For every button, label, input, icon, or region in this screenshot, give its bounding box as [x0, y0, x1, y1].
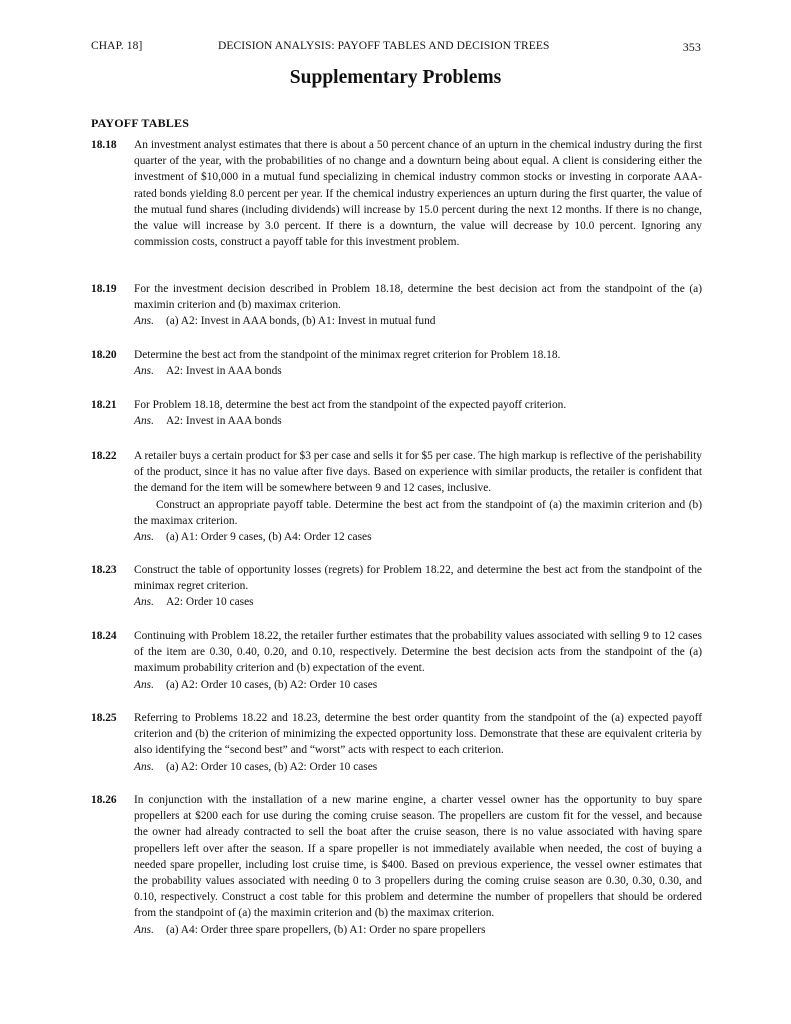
problem-number: 18.22: [91, 450, 117, 462]
answer-label: Ans.: [134, 760, 154, 773]
problem-18-20: [91, 347, 702, 379]
page-number: 353: [682, 40, 701, 54]
problem-18-25: [91, 710, 702, 775]
problem-number: 18.26: [91, 794, 117, 806]
answer-line: [134, 759, 702, 775]
problem-number: 18.18: [91, 139, 117, 151]
subsection-title: PAYOFF TABLES: [91, 116, 190, 130]
answer-text: (a) A4: Order three spare propellers, (b) A1: Order no spare propellers: [165, 923, 486, 936]
problem-text: For the investment decision described in Problem 18.18, determine the best decision act from the standpoint of the (a) maximin criterion and (b) maximax criterion.: [134, 283, 702, 312]
problem-text: For Problem 18.18, determine the best act from the standpoint of the expected payoff criterion.: [134, 399, 567, 411]
answer-text: (a) A2: Order 10 cases, (b) A2: Order 10 cases: [165, 760, 378, 773]
answer-text: A2: Order 10 cases: [165, 596, 254, 609]
problem-18-22: [91, 448, 702, 545]
problem-body: [134, 562, 702, 611]
answer-label: Ans.: [134, 596, 154, 609]
problem-text: Construct the table of opportunity losses (regrets) for Problem 18.22, and determine the best act from the standpoint of the minimax regret criterion.: [134, 564, 702, 593]
answer-label: Ans.: [134, 315, 154, 328]
problem-number: 18.20: [91, 349, 117, 361]
problem-text: Continuing with Problem 18.22, the retailer further estimates that the probability values associated with selling 9 to 12 cases of the item are 0.30, 0.40, 0.20, and 0.10, respectively. Determine the best decision acts from the standpoint of the (a) maximum probability criterion and (b) expectation of the event.: [134, 630, 702, 675]
problem-18-23: [91, 562, 702, 611]
answer-text: (a) A2: Invest in AAA bonds, (b) A1: Invest in mutual fund: [165, 315, 436, 328]
problem-text: Determine the best act from the standpoint of the minimax regret criterion for Problem 18.18.: [134, 349, 561, 361]
problem-body: [134, 628, 702, 693]
problem-number: 18.25: [91, 712, 117, 724]
problem-18-26: [91, 792, 702, 938]
answer-label: Ans.: [134, 923, 154, 936]
problem-body: [134, 137, 702, 250]
problem-body: [134, 792, 702, 938]
problem-number: 18.24: [91, 630, 117, 642]
answer-text: A2: Invest in AAA bonds: [165, 365, 282, 378]
running-head: [91, 40, 701, 54]
problem-text: In conjunction with the installation of a new marine engine, a charter vessel owner has the opportunity to buy spare propellers at $200 each for use during the coming cruise season. The propellers are custom fit for the vessel, and because the owner had already contracted to sell the boat after the cruise season, there is no value associated with having spare propellers left over after the season. If a spare propeller is not immediately available when needed, the cost of buying a needed spare propeller, including lost cruise time, is $400. Based on previous experience, the vessel owner estimates that the probability values associated with needing 0 to 3 propellers during the coming cruise season are 0.30, 0.30, 0.30, and 0.10, respectively. Construct a cost table for this problem and determine the number of propellers that should be ordered from the standpoint of (a) the maximin criterion and (b) the maximax criterion.: [134, 794, 702, 920]
answer-text: (a) A1: Order 9 cases, (b) A4: Order 12 cases: [165, 531, 372, 544]
answer-line: [134, 922, 702, 938]
problem-18-21: [91, 397, 702, 429]
answer-line: [134, 677, 702, 693]
answer-line: [134, 529, 702, 545]
problem-18-24: [91, 628, 702, 693]
problem-body: [134, 710, 702, 775]
answer-label: Ans.: [134, 531, 154, 544]
answer-label: Ans.: [134, 678, 154, 691]
problem-text: Referring to Problems 18.22 and 18.23, determine the best order quantity from the standpoint of the (a) expected payoff criterion and (b) the criterion of minimizing the expected opportunity loss. Demonstrate that these are equivalent criteria by also identifying the “second best” and “worst” acts with respect to each criterion.: [134, 712, 702, 757]
answer-text: A2: Invest in AAA bonds: [165, 415, 282, 428]
problem-18-19: [91, 281, 702, 330]
problem-body: [134, 347, 702, 379]
problem-number: 18.21: [91, 399, 117, 411]
problem-text: A retailer buys a certain product for $3 per case and sells it for $5 per case. The high markup is reflective of the perishability of the product, since it has no value after five days. Based on experience with similar products, the retailer is confident that the demand for the item will be somewhere between 9 and 12 cases, inclusive.: [134, 450, 702, 495]
problem-body: [134, 397, 702, 429]
problem-body: [134, 448, 702, 545]
answer-text: (a) A2: Order 10 cases, (b) A2: Order 10 cases: [165, 678, 378, 691]
answer-line: [134, 594, 702, 610]
section-title: Supplementary Problems: [289, 67, 502, 88]
problem-18-18: [91, 137, 702, 250]
problem-text: An investment analyst estimates that there is about a 50 percent chance of an upturn in the chemical industry during the first quarter of the year, with the probabilities of no change and a downturn being about equal. A client is considering either the investment of $10,000 in a mutual fund specializing in chemical industry common stocks or investing in corporate AAA-rated bonds yielding 8.0 percent per year. If the chemical industry experiences an upturn during the first quarter, the value of the mutual fund shares (including dividends) will increase by 15.0 percent during the next 12 months. If there is no change, the value will increase by 3.0 percent. If there is a downturn, the value will decrease by 10.0 percent. Ignoring any commission costs, construct a payoff table for this investment problem.: [134, 139, 702, 249]
answer-line: [134, 313, 702, 329]
running-title: DECISION ANALYSIS: PAYOFF TABLES AND DECISION TREES: [218, 40, 550, 52]
answer-line: [134, 363, 702, 379]
answer-label: Ans.: [134, 415, 154, 428]
problem-body: [134, 281, 702, 330]
answer-label: Ans.: [134, 365, 154, 378]
problem-number: 18.19: [91, 283, 117, 295]
chapter-label: CHAP. 18]: [91, 40, 143, 52]
answer-line: [134, 413, 702, 429]
problem-number: 18.23: [91, 564, 117, 576]
problem-text: Construct an appropriate payoff table. Determine the best act from the standpoint of (a) the maximin criterion and (b) the maximax criterion.: [134, 498, 702, 527]
